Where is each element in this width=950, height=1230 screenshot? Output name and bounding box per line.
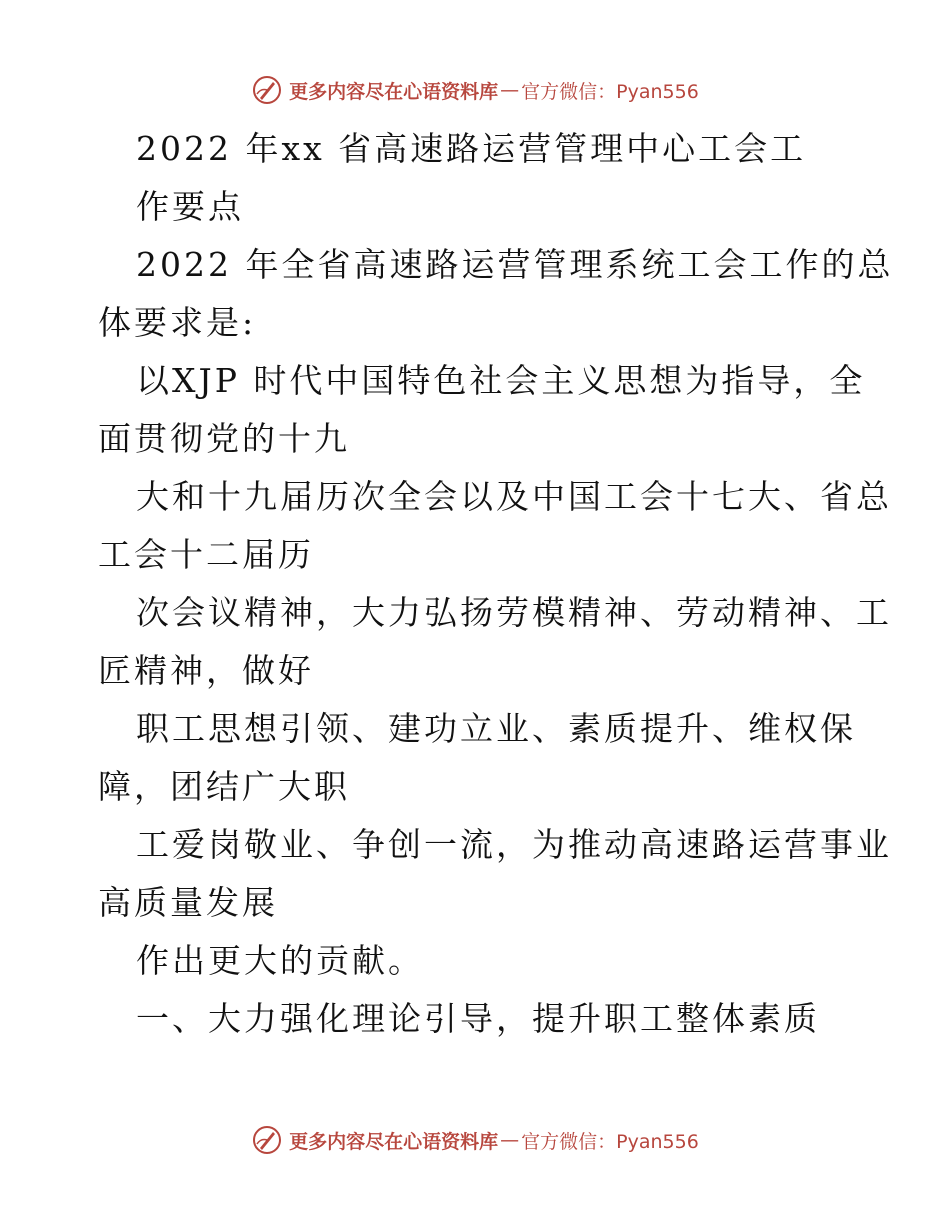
paragraph-line: 体要求是: [98,303,257,342]
watermark-text: 更多内容尽在心语资料库 [289,80,499,103]
paragraph-line: 工爱岗敬业、争创一流，为推动高速路运营事业 [136,825,892,864]
watermark-header [0,70,950,110]
quill-logo-icon [251,1124,283,1156]
watermark-dash: — [500,1129,520,1151]
paragraph-line: 面贯彻党的十九 [98,419,350,458]
section-heading: 一、大力强化理论引导，提升职工整体素质 [136,999,820,1038]
quill-logo-icon [251,74,283,106]
paragraph-line: 职工思想引领、建功立业、素质提升、维权保 [136,709,856,748]
title-line-2: 作要点 [136,187,244,226]
watermark-text: 更多内容尽在心语资料库 [289,1130,499,1153]
paragraph-line: 匠精神，做好 [98,651,314,690]
watermark-contact: 官方微信：Pyan556 [521,1130,699,1153]
paragraph-line: 工会十二届历 [98,535,314,574]
paragraph-line: 次会议精神，大力弘扬劳模精神、劳动精神、工 [136,593,892,632]
paragraph-line: 障，团结广大职 [98,767,350,806]
watermark-dash: — [500,79,520,101]
title-line-1: 2022 年xx 省高速路运营管理中心工会工 [136,129,807,168]
paragraph-line: 2022 年全省高速路运营管理系统工会工作的总 [136,245,894,284]
watermark-contact: 官方微信：Pyan556 [521,80,699,103]
paragraph-line: 高质量发展 [98,883,278,922]
paragraph-line: 作出更大的贡献。 [136,941,424,980]
paragraph-line: 大和十九届历次全会以及中国工会十七大、省总 [136,477,892,516]
watermark-footer [0,1120,950,1160]
document-body [98,120,894,1048]
paragraph-line: 以XJP 时代中国特色社会主义思想为指导，全 [136,361,866,400]
